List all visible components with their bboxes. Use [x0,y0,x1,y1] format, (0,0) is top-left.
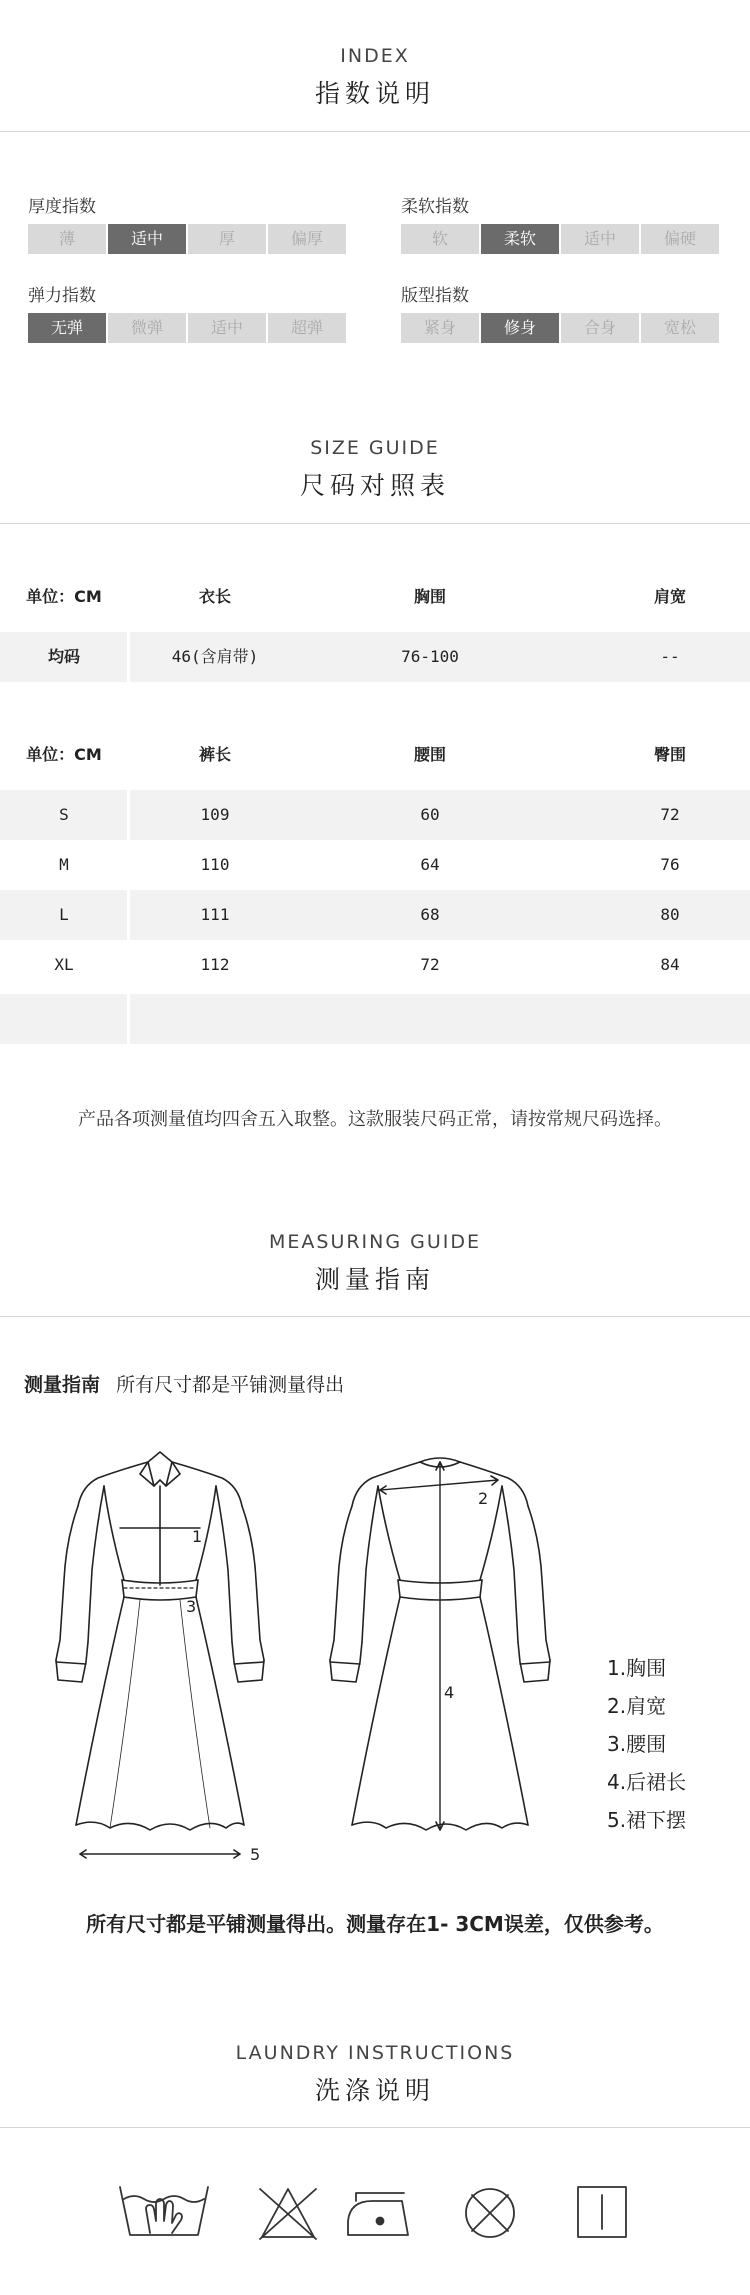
header-unit: 单位：CM [26,745,102,764]
index-option: 超弹 [268,313,346,343]
figure-number: 1 [192,1527,203,1546]
index-option-selected: 适中 [108,224,186,254]
value-cell [560,994,750,1044]
header-shoulder: 肩宽 [653,587,686,606]
index-option: 软 [401,224,479,254]
iron-low-icon [348,2193,408,2235]
value-cell: 110 [200,855,230,874]
figure-number: 4 [444,1683,455,1702]
laundry-title-en: LAUNDRY INSTRUCTIONS [235,2042,515,2064]
index-option: 薄 [28,224,106,254]
index-option: 适中 [561,224,639,254]
table-row [0,840,750,890]
size-cell: 均码 [47,647,80,666]
value-cell: 72 [420,955,440,974]
measuring-disclaimer: 所有尺寸都是平铺测量得出。测量存在1- 3CM误差，仅供参考。 [86,1912,664,1936]
fit-index [401,313,721,343]
thickness-label: 厚度指数 [28,197,96,217]
measuring-subtitle [24,1370,344,1397]
index-option: 偏硬 [641,224,719,254]
table-row [0,632,750,682]
softness-index [401,224,721,254]
size-cell: XL [54,955,74,974]
value-cell: 72 [660,805,680,824]
elasticity-label: 弹力指数 [28,286,96,306]
divider [0,131,750,132]
divider [0,2127,750,2128]
value-cell: 76-100 [401,647,459,666]
table-row [0,890,750,940]
measuring-subtitle-bold: 测量指南 [24,1374,101,1396]
legend-item: 2.肩宽 [607,1694,667,1718]
measuring-title-en: MEASURING GUIDE [268,1231,481,1253]
header-length: 衣长 [198,587,231,606]
legend-item: 4.后裙长 [607,1770,687,1794]
header-pants-length: 裤长 [198,745,231,764]
legend-item: 5.裙下摆 [607,1808,687,1832]
value-cell: 68 [420,905,440,924]
header-unit: 单位：CM [26,587,102,606]
legend-item: 1.胸围 [607,1656,667,1680]
laundry-icons [0,2175,750,2255]
divider [0,523,750,524]
table-header [0,730,750,780]
value-cell [130,994,300,1044]
value-cell: 84 [660,955,680,974]
index-option-selected: 柔软 [481,224,559,254]
index-option-selected: 修身 [481,313,559,343]
index-option: 厚 [188,224,266,254]
thickness-index [28,224,348,254]
index-option-selected: 无弹 [28,313,106,343]
softness-label: 柔软指数 [401,197,469,217]
divider [0,1316,750,1317]
laundry-title-cn: 洗涤说明 [314,2076,435,2105]
index-option: 宽松 [641,313,719,343]
index-option: 偏厚 [268,224,346,254]
header-hip: 臀围 [653,745,686,764]
measuring-subtitle-text: 所有尺寸都是平铺测量得出 [116,1374,345,1396]
size-cell: S [59,805,69,824]
measuring-title-cn: 测量指南 [314,1265,435,1294]
do-not-tumble-dry-icon [466,2189,514,2237]
value-cell [300,994,560,1044]
value-cell: 112 [200,955,230,974]
value-cell: 111 [200,905,230,924]
legend-item: 3.腰围 [607,1732,667,1756]
figure-number: 5 [250,1845,261,1864]
do-not-bleach-icon [260,2189,316,2239]
back-dress-drawing [330,1458,550,1830]
value-cell: -- [660,647,680,666]
table-row [0,940,750,990]
table-row-empty [0,994,750,1044]
size-guide-title-cn: 尺码对照表 [299,471,450,500]
hand-wash-icon [120,2187,208,2235]
front-dress-drawing [56,1452,264,1858]
size-cell: L [59,905,69,924]
index-title-cn: 指数说明 [314,79,435,108]
value-cell: 80 [660,905,680,924]
index-title-en: INDEX [340,45,410,67]
index-option: 微弹 [108,313,186,343]
value-cell: 109 [200,805,230,824]
value-cell: 60 [420,805,440,824]
header-waist: 腰围 [413,745,446,764]
elasticity-index [28,313,348,343]
value-cell: 76 [660,855,680,874]
value-cell: 64 [420,855,440,874]
size-guide-title-en: SIZE GUIDE [310,437,440,459]
size-cell [0,994,128,1044]
size-cell: M [59,855,69,874]
line-dry-icon [578,2187,626,2237]
table-row [0,790,750,840]
figure-number: 3 [186,1597,197,1616]
value-cell: 46(含肩带) [171,647,259,666]
figure-number: 2 [478,1489,489,1508]
index-option: 适中 [188,313,266,343]
fit-label: 版型指数 [401,286,469,306]
table-header [0,572,750,622]
index-option: 紧身 [401,313,479,343]
index-option: 合身 [561,313,639,343]
size-note: 产品各项测量值均四舍五入取整。这款服装尺码正常，请按常规尺码选择。 [78,1109,672,1130]
header-bust: 胸围 [413,587,446,606]
